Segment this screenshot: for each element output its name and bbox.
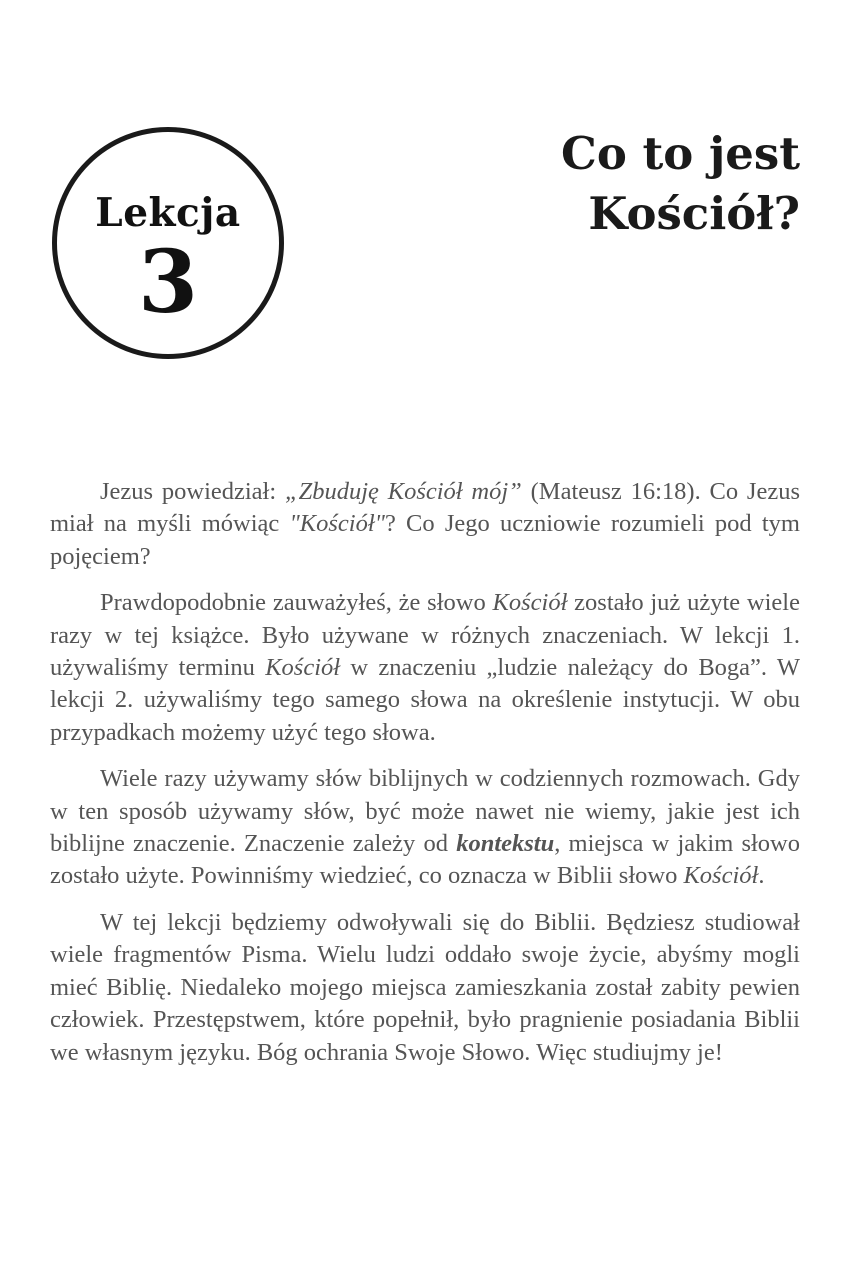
lesson-label: Lekcja (95, 190, 241, 236)
term-context: kontekstu (456, 830, 555, 858)
page-title (340, 124, 800, 244)
paragraph-2 (50, 587, 800, 749)
title-line-2: Kościół? (588, 187, 800, 240)
body-text (50, 476, 800, 1083)
paragraph-3-text-b: , miejsca w jakim słowo zostało użyte. Powinniśmy wiedzieć, co oznacza w Biblii słowo (50, 830, 800, 890)
lesson-badge (52, 127, 284, 359)
paragraph-3-text-c: . (758, 862, 765, 890)
paragraph-2-text-a: Prawdopodobnie zauważyłeś, że słowo (100, 589, 493, 617)
paragraph-1-text-b: (Mateusz 16:18). Co Jezus miał na myśli mówiąc (50, 478, 800, 538)
scripture-quote: „Zbuduję Kościół mój” (285, 478, 522, 505)
term-church: Kościół (492, 589, 568, 617)
paragraph-1-text-a: Jezus powiedział: (100, 478, 285, 505)
paragraph-4: W tej lekcji będziemy odwoływali się do Biblii. Będziesz studiował wiele fragmentów Pisma. Wielu ludzi oddało swoje życie, abyśmy mogli mieć Biblię. Niedaleko mojego miejsca zamieszkania został zabity pewien człowiek. Przestępstwem, które popełnił, było pragnienie posiadania Biblii we własnym języku. Bóg ochrania Swoje Słowo. Więc studiujmy je! (50, 908, 800, 1066)
lesson-number: 3 (138, 232, 198, 333)
paragraph-1 (50, 476, 800, 573)
paragraph-1-text-c: ? Co Jego uczniowie rozumieli pod tym pojęciem? (50, 510, 800, 570)
term-church: "Kościół" (289, 510, 385, 538)
term-church: Kościół (683, 862, 759, 890)
paragraph-3-text-a: Wiele razy używamy słów biblijnych w codziennych rozmowach. Gdy w ten sposób używamy słów, być może nawet nie wiemy, jakie jest ich biblijne znaczenie. Znaczenie zależy od (50, 765, 800, 858)
term-church: Kościół (265, 654, 341, 682)
paragraph-2-text-c: w znaczeniu „ludzie należący do Boga”. W lekcji 2. używaliśmy tego samego słowa na określenie instytucji. W obu przypadkach możemy użyć tego słowa. (50, 654, 801, 746)
paragraph-2-text-b: zostało już użyte wiele razy w tej książce. Było używane w różnych znaczeniach. W lekcji 1. używaliśmy terminu (50, 589, 800, 682)
paragraph-3 (50, 763, 800, 893)
title-line-1: Co to jest (561, 127, 800, 180)
